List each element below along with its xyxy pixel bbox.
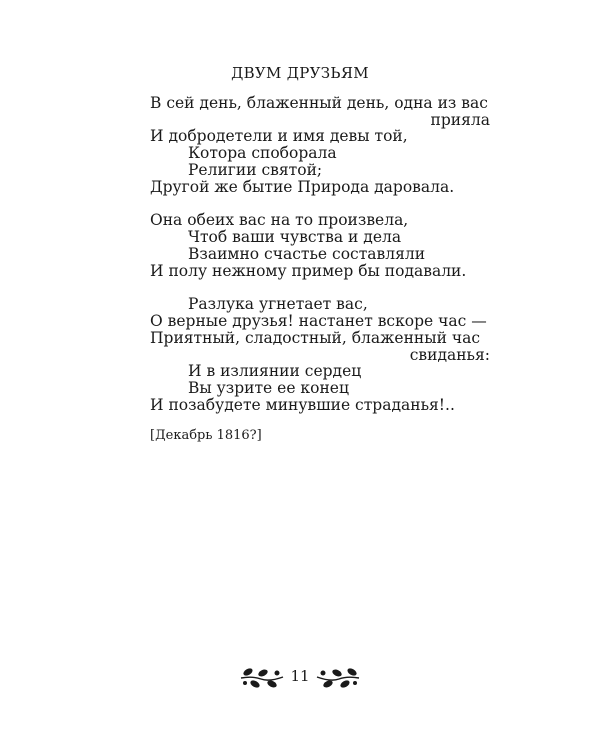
- poem-line: Она обеих вас на то произвела,: [150, 211, 409, 229]
- poem-line: Вы узрите ее конец: [188, 379, 349, 397]
- poem-line: Другой же бытие Природа даровала.: [150, 178, 455, 196]
- poem-line: И полу нежному пример бы подавали.: [150, 262, 467, 280]
- page-number: 11: [290, 667, 310, 685]
- poem-title: ДВУМ ДРУЗЬЯМ: [231, 64, 369, 82]
- poem-line: Разлука угнетает вас,: [188, 295, 368, 313]
- poem-line: И позабудете минувшие страданья!..: [150, 396, 455, 414]
- poem-line: Приятный, сладостный, блаженный час: [150, 329, 481, 347]
- poem-line: И добродетели и имя девы той,: [150, 127, 408, 145]
- poem-line: Чтоб ваши чувства и дела: [188, 228, 402, 246]
- poem-line: Взаимно счастье составляли: [188, 245, 426, 263]
- poem-line: В сей день, блаженный день, одна из вас: [150, 94, 488, 112]
- poem-line: Религии святой;: [188, 161, 323, 179]
- poem-line-runover: прияла: [430, 111, 490, 129]
- page-footer: [0, 665, 600, 695]
- poem-line-runover: свиданья:: [409, 346, 490, 364]
- leaf-ornament-icon: [315, 665, 361, 691]
- poem-line: Котора споборала: [188, 144, 337, 162]
- poem-line: О верные друзья! настанет вскоре час —: [150, 312, 487, 330]
- poem-line: И в излиянии сердец: [188, 362, 362, 380]
- poem-date: [Декабрь 1816?]: [150, 428, 262, 443]
